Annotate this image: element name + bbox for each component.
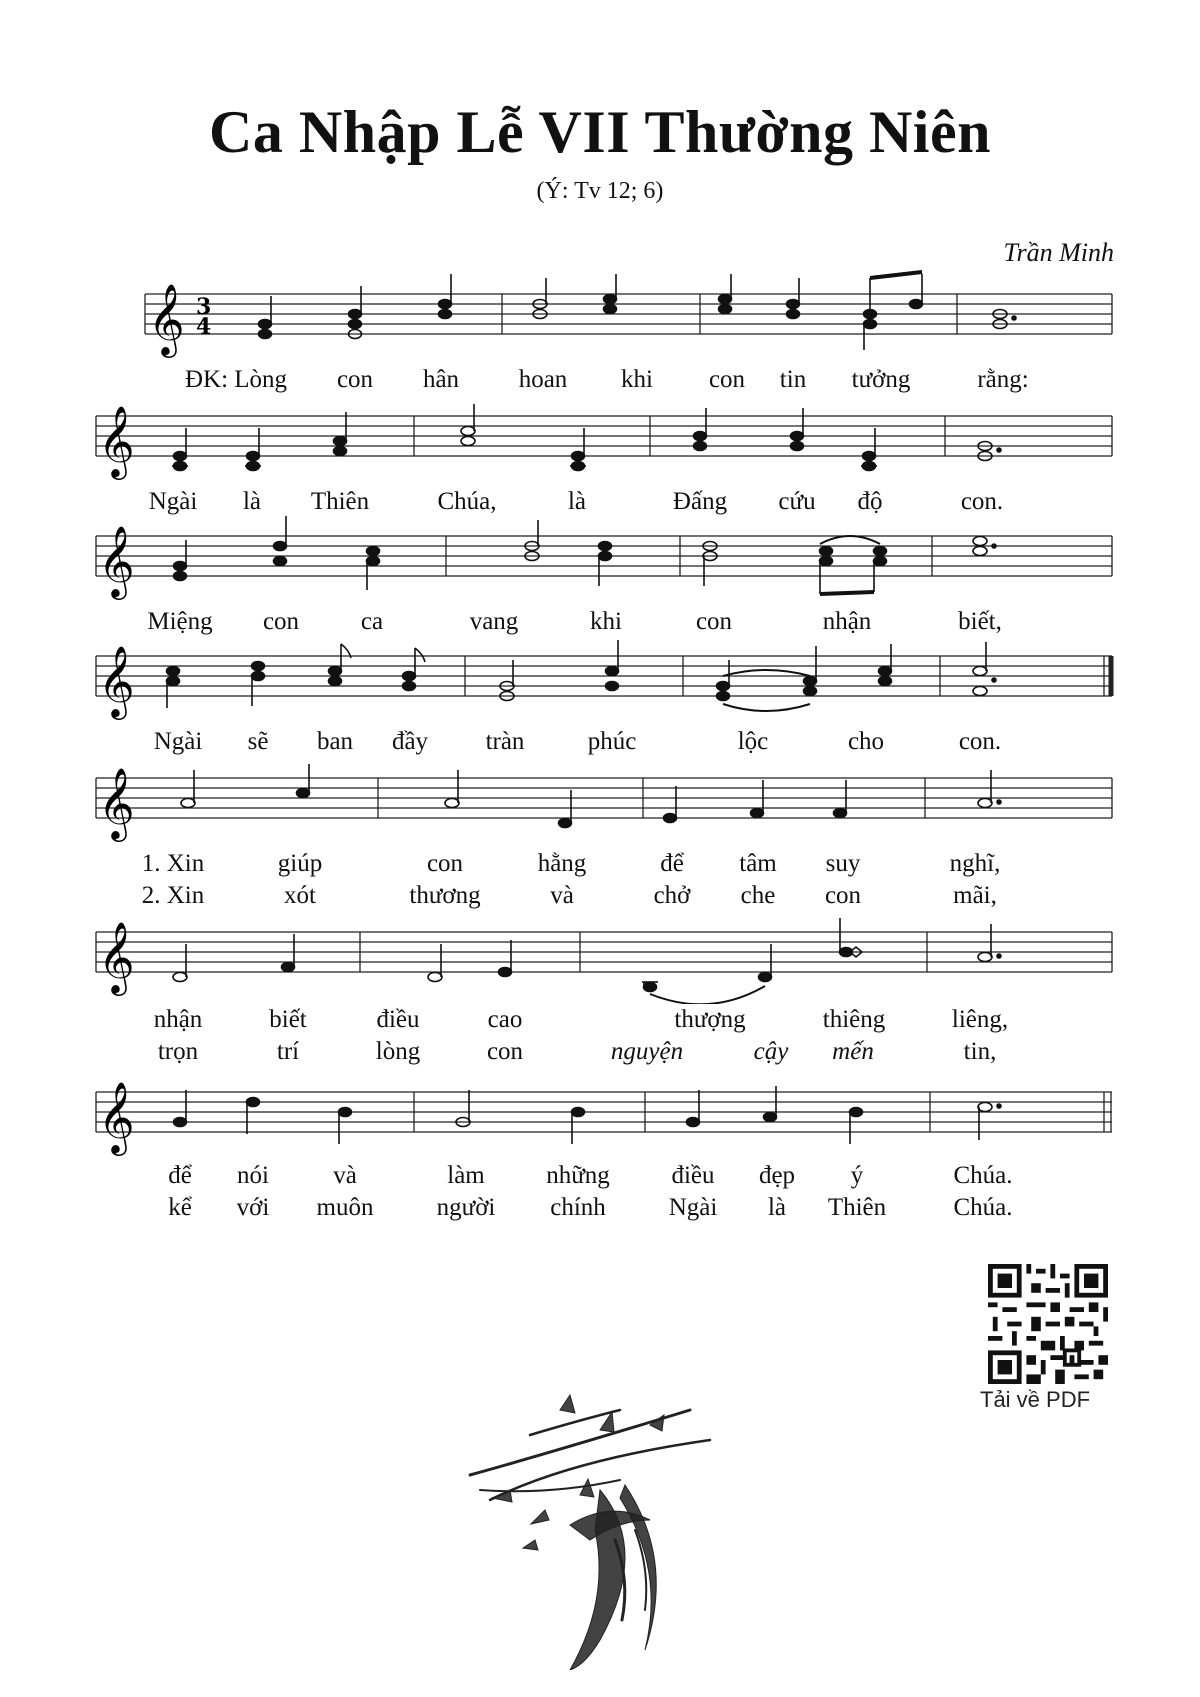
lyrics-line-7a [0,1162,1200,1196]
lyric-word: Chúa. [953,1194,1013,1221]
lyric-word: phúc [587,728,637,755]
lyric-word: con [708,366,746,393]
lyrics-line-6b [0,1038,1200,1072]
lyric-word: đẹp [758,1162,796,1189]
lyric-word: che [740,882,776,909]
lyrics-line-6a [0,1006,1200,1040]
treble-clef-icon: 𝄞 [98,1080,135,1153]
lyric-word: vang [469,608,519,635]
lyric-word: và [550,882,574,909]
staff-2 [0,396,1200,486]
qr-code-icon[interactable] [988,1264,1108,1384]
lyric-word: Ngài [148,488,198,515]
lyric-word: Thiên [310,488,370,515]
lyrics-line-4 [0,728,1200,762]
lyric-word: cứu [778,488,816,515]
lyric-word: những [546,1162,610,1189]
lyric-word: lòng [375,1038,421,1065]
lyric-word: nghĩ, [949,850,1001,877]
lyric-word: ĐK: Lòng [184,366,288,393]
lyric-word: 1. Xin [141,850,205,877]
lyric-word: Miệng [147,608,213,635]
lyric-word: trí [276,1038,300,1065]
lyric-word: tin, [963,1038,997,1065]
lyric-word: con. [958,728,1002,755]
lyric-word: nhận [822,608,872,635]
lyric-word: con [426,850,464,877]
lyric-word: Chúa. [953,1162,1013,1189]
lyrics-line-5b [0,882,1200,916]
lyric-word: sẽ [247,728,269,755]
page-title: Ca Nhập Lễ VII Thường Niên [209,99,991,165]
lyric-word: đầy [391,728,429,755]
lyric-word: độ [857,488,883,515]
lyric-word: cậy [753,1038,789,1065]
lyric-word: thượng [674,1006,746,1033]
staff-7 [0,1078,1200,1168]
lyric-word: con [695,608,733,635]
staff-5 [0,758,1200,848]
lyric-word: hoan [518,366,568,393]
lyric-word: lộc [737,728,769,755]
lyric-word: xót [284,882,316,909]
lyric-word: làm [447,1162,485,1189]
lyric-word: tràn [485,728,525,755]
composer-name: Trần Minh [1003,238,1114,267]
lyric-word: con [824,882,862,909]
lyric-word: là [767,1194,787,1221]
lyric-word: chính [550,1194,606,1221]
lyric-word: nói [237,1162,269,1189]
treble-clef-icon: 𝄞 [98,524,135,597]
lyric-word: chở [653,882,691,909]
lyric-word: điều [376,1006,420,1033]
lyric-word: ban [316,728,354,755]
staff-1 [0,270,1200,360]
staff-3 [0,516,1200,606]
lyric-word: cao [487,1006,523,1033]
staff-6 [0,914,1200,1004]
lyric-word: 2. Xin [141,882,205,909]
lyric-word: ý [850,1162,864,1189]
crown-of-thorns-icon [450,1380,730,1670]
lyric-word: suy [825,850,861,877]
lyric-word: ca [360,608,384,635]
staff-4 [0,636,1200,726]
lyric-word: Ngài [668,1194,718,1221]
lyric-word: tưởng [851,366,911,393]
lyric-word: con [486,1038,524,1065]
lyric-word: Chúa, [437,488,497,515]
lyric-word: thương [409,882,481,909]
download-pdf-link[interactable]: Tải về PDF [980,1387,1091,1412]
lyric-word: con [336,366,374,393]
lyric-word: con [262,608,300,635]
lyric-word: là [242,488,262,515]
psalm-reference: (Ý: Tv 12; 6) [536,178,664,204]
lyric-word: Thiên [827,1194,887,1221]
lyric-word: trọn [157,1038,199,1065]
lyric-word: muôn [316,1194,374,1221]
lyric-word: người [436,1194,496,1221]
lyric-word: nhận [153,1006,203,1033]
lyric-word: điều [671,1162,715,1189]
lyric-word: cho [847,728,885,755]
lyric-word: mến [832,1038,874,1065]
treble-clef-icon: 𝄞 [148,282,185,355]
treble-clef-icon: 𝄞 [98,920,135,993]
lyric-word: thiêng [822,1006,886,1033]
lyric-word: hân [422,366,460,393]
lyric-word: để [660,850,684,877]
lyric-word: con. [960,488,1004,515]
lyric-word: tâm [739,850,777,877]
time-sig-bottom: 4 [196,314,212,340]
lyric-word: khi [621,366,653,393]
lyric-word: nguyện [610,1038,684,1065]
lyrics-line-1 [0,366,1200,400]
lyrics-line-5a [0,850,1200,884]
lyric-word: liêng, [951,1006,1009,1033]
lyric-word: và [333,1162,357,1189]
lyric-word: biết [269,1006,307,1033]
lyric-word: với [236,1194,270,1221]
lyric-word: khi [590,608,622,635]
lyric-word: rằng: [977,366,1029,393]
lyric-word: kể [168,1194,192,1221]
treble-clef-icon: 𝄞 [98,404,135,477]
lyric-word: giúp [277,850,323,877]
lyric-word: Đấng [672,488,728,515]
time-sig-top: 3 [196,294,212,320]
lyric-word: hằng [537,850,587,877]
lyric-word: là [567,488,587,515]
lyric-word: Ngài [153,728,203,755]
lyric-word: tin [779,366,807,393]
lyric-word: mãi, [953,882,997,909]
treble-clef-icon: 𝄞 [98,644,135,717]
lyrics-line-7b [0,1194,1200,1228]
lyric-word: biết, [958,608,1002,635]
lyric-word: để [168,1162,192,1189]
treble-clef-icon: 𝄞 [98,766,135,839]
